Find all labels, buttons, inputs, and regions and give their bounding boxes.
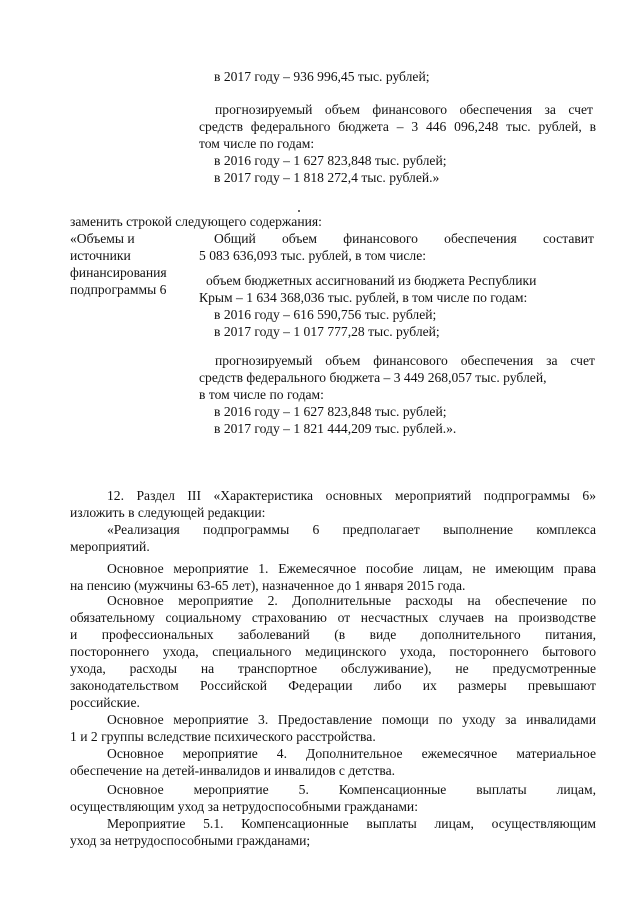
section12-line-3: «Реализация подпрограммы 6 предполагает выполнение комплекса bbox=[107, 522, 596, 537]
measure5-line-1: Основное мероприятие 5. Компенсационные выплаты лицам, bbox=[107, 782, 596, 797]
federal-line-3: в том числе по годам: bbox=[199, 387, 324, 402]
section12-line-1: 12. Раздел III «Характеристика основных мероприятий подпрограммы 6» bbox=[107, 488, 596, 503]
label-line-3: финансирования bbox=[70, 265, 167, 280]
budget-year-2017: в 2017 году – 1 017 777,28 тыс. рублей; bbox=[214, 324, 440, 339]
top-forecast-line-1: прогнозируемый объем финансового обеспечения за счет bbox=[215, 102, 593, 117]
label-line-1: «Объемы и bbox=[70, 231, 135, 246]
measure2-line-4: постороннего ухода, специального медицинского ухода, постороннего бытового bbox=[70, 644, 596, 659]
label-line-4: подпрограммы 6 bbox=[70, 282, 167, 297]
measure2-line-7: российские. bbox=[70, 695, 140, 710]
top-year-2017: в 2017 году – 1 818 272,4 тыс. рублей.» bbox=[214, 170, 440, 185]
replace-intro: заменить строкой следующего содержания: bbox=[70, 214, 322, 229]
measure4-line-2: обеспечение на детей-инвалидов и инвалидов с детства. bbox=[70, 763, 396, 778]
top-line-2017: в 2017 году – 936 996,45 тыс. рублей; bbox=[214, 69, 430, 84]
federal-line-2: средств федерального бюджета – 3 449 268,057 тыс. рублей, bbox=[199, 370, 547, 385]
federal-year-2016: в 2016 году – 1 627 823,848 тыс. рублей; bbox=[214, 404, 447, 419]
measure3-line-1: Основное мероприятие 3. Предоставление помощи по уходу за инвалидами bbox=[107, 712, 596, 727]
measure4-line-1: Основное мероприятие 4. Дополнительное ежемесячное материальное bbox=[107, 746, 596, 761]
total-funding-line-2: 5 083 636,093 тыс. рублей, в том числе: bbox=[199, 248, 427, 263]
federal-line-1: прогнозируемый объем финансового обеспечения за счет bbox=[215, 353, 595, 368]
top-year-2016: в 2016 году – 1 627 823,848 тыс. рублей; bbox=[214, 153, 447, 168]
top-forecast-line-3: том числе по годам: bbox=[199, 136, 315, 151]
total-funding-line-1: Общий объем финансового обеспечения составит bbox=[214, 231, 594, 246]
measure3-line-2: 1 и 2 группы вследствие психического расстройства. bbox=[70, 729, 376, 744]
measure51-line-2: уход за нетрудоспособными гражданами; bbox=[70, 833, 311, 848]
top-forecast-line-2: средств федерального бюджета – 3 446 096,248 тыс. рублей, в bbox=[199, 119, 596, 134]
section12-line-2: изложить в следующей редакции: bbox=[70, 505, 266, 520]
measure1-line-1: Основное мероприятие 1. Ежемесячное пособие лицам, не имеющим права bbox=[107, 561, 596, 576]
stray-mark bbox=[298, 210, 300, 212]
budget-year-2016: в 2016 году – 616 590,756 тыс. рублей; bbox=[214, 307, 437, 322]
measure2-line-1: Основное мероприятие 2. Дополнительные расходы на обеспечение по bbox=[107, 593, 596, 608]
measure1-line-2: на пенсию (мужчины 63-65 лет), назначенное до 1 января 2015 года. bbox=[70, 578, 466, 593]
measure2-line-2: обязательному социальному страхованию от несчастных случаев на производстве bbox=[70, 610, 596, 625]
federal-year-2017: в 2017 году – 1 821 444,209 тыс. рублей.». bbox=[214, 421, 457, 436]
measure51-line-1: Мероприятие 5.1. Компенсационные выплаты лицам, осуществляющим bbox=[107, 816, 596, 831]
measure5-line-2: осуществляющим уход за нетрудоспособными гражданами: bbox=[70, 799, 418, 814]
measure2-line-6: законодательством Российской Федерации либо их размеры превышают bbox=[70, 678, 596, 693]
section12-line-4: мероприятий. bbox=[70, 539, 150, 554]
label-line-2: источники bbox=[70, 248, 131, 263]
budget-line-1: объем бюджетных ассигнований из бюджета Республики bbox=[206, 273, 537, 288]
budget-line-2: Крым – 1 634 368,036 тыс. рублей, в том числе по годам: bbox=[199, 290, 528, 305]
measure2-line-5: ухода, расходы на транспортное обслуживание), не предусмотренные bbox=[70, 661, 596, 676]
measure2-line-3: и профессиональных заболеваний (в виде дополнительного питания, bbox=[70, 627, 596, 642]
